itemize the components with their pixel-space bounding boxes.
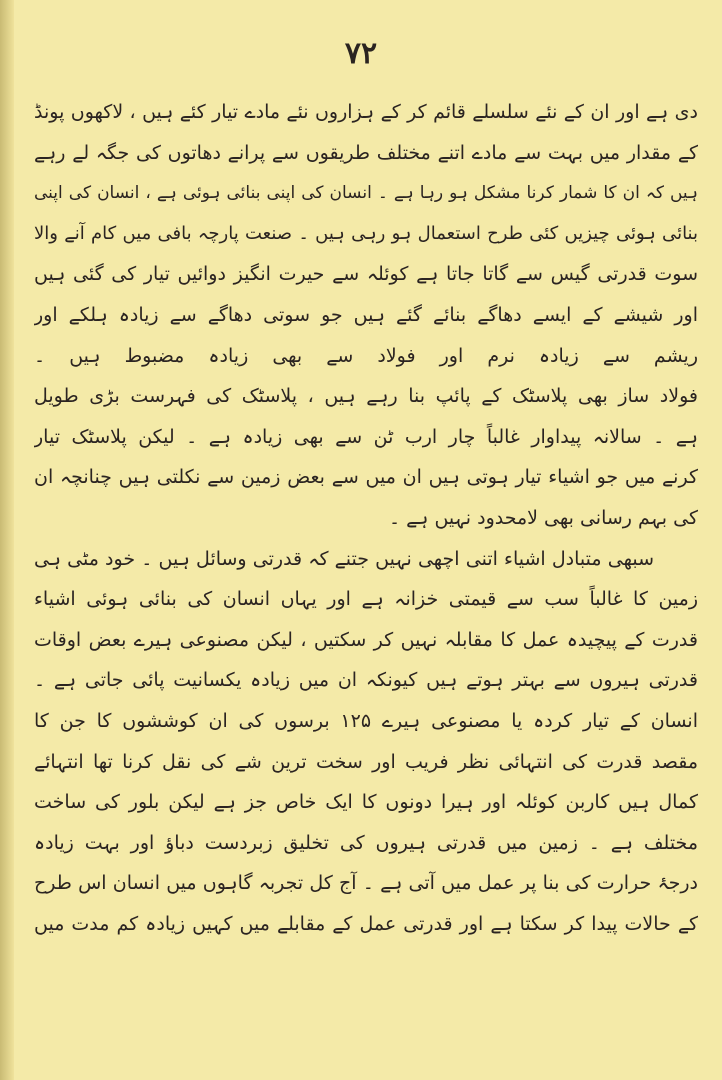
text-line: کے حالات پیدا کر سکتا ہے اور قدرتی عمل کے مقابلے میں کہیں زیادہ کم مدت میں [34,912,698,935]
text-line: قدرت کے پیچیدہ عمل کا مقابلہ نہیں کر سکتیں ، لیکن مصنوعی ہیرے بعض اوقات [34,628,698,651]
text-line: قدرتی ہیروں سے بہتر ہوتے ہیں کیونکہ ان میں زیادہ یکسانیت پائی جاتی ہے ۔ [34,669,698,692]
text-line: درجۂ حرارت کی بنا پر عمل میں آتی ہے ۔ آج کل تجربہ گاہوں میں انسان اس طرح [34,872,698,895]
page-binding-edge [0,0,14,1080]
text-line: دی ہے اور ان کے نئے سلسلے قائم کر کے ہزاروں نئے مادے تیار کئے ہیں ، لاکھوں پونڈ [34,101,698,123]
text-line: کی بہم رسانی بھی لامحدود نہیں ہے ۔ [388,506,698,529]
text-line: اور شیشے کے ایسے دھاگے بنائے گئے ہیں جو سوتی دھاگے سے زیادہ ہلکے اور [34,303,698,326]
text-line: بنائی ہوئی چیزیں کئی طرح استعمال ہو رہی ہیں ۔ صنعت پارچہ بافی میں کام آنے والا [34,222,698,244]
text-line: کرنے میں جو اشیاء تیار ہوتی ہیں ان میں سے بعض زمین سے نکلتی ہیں چنانچہ ان [34,466,698,489]
text-line: سوت قدرتی گیس سے گاتا جاتا ہے کوئلہ سے حیرت انگیز دوائیں تیار کی گئی ہیں [34,263,698,286]
text-line: زمین کا غالباً سب سے قیمتی خزانہ ہے اور یہاں انسان کی بنائی ہوئی اشیاء [34,588,698,611]
text-line: مقصد قدرت کی انتہائی نظر فریب اور سخت ترین شے کی نقل کرنا تھا انتہائے [34,750,698,773]
text-line: کے مقدار میں بہت سے مادے اتنے مختلف طریقوں سے پرانے دھاتوں کی جگہ لے رہے [34,141,698,164]
text-line: ہے ۔ سالانہ پیداوار غالباً چار ارب ٹن سے بھی زیادہ ہے ۔ لیکن پلاسٹک تیار [34,425,698,448]
text-line: انسان کے تیار کردہ یا مصنوعی ہیرے ۱۲۵ برسوں کی ان کوششوں کا جن کا [34,709,698,732]
text-line: کمال ہیں کاربن کوئلہ اور ہیرا دونوں کا ایک خاص جز ہے لیکن بلور کی ساخت [34,791,698,814]
text-line: فولاد ساز بھی پلاسٹک کے پائپ بنا رہے ہیں ، پلاسٹک کی فہرست بڑی طویل [34,385,698,408]
text-line: مختلف ہے ۔ زمین میں قدرتی ہیروں کی تخلیق زبردست دباؤ اور بہت زیادہ [34,831,698,854]
page-number: ۷۲ [344,36,378,71]
text-line: ہیں کہ ان کا شمار کرنا مشکل ہو رہا ہے ۔ انسان کی اپنی بنائی ہوئی ہے ، انسان کی اپنی [34,183,698,204]
page-body-text [34,92,698,944]
text-line: ریشم سے زیادہ نرم اور فولاد سے بھی زیادہ مضبوط ہیں ۔ [34,344,698,367]
text-line: سبھی متبادل اشیاء اتنی اچھی نہیں جتنے کہ قدرتی وسائل ہیں ۔ خود مٹی ہی [34,547,654,570]
